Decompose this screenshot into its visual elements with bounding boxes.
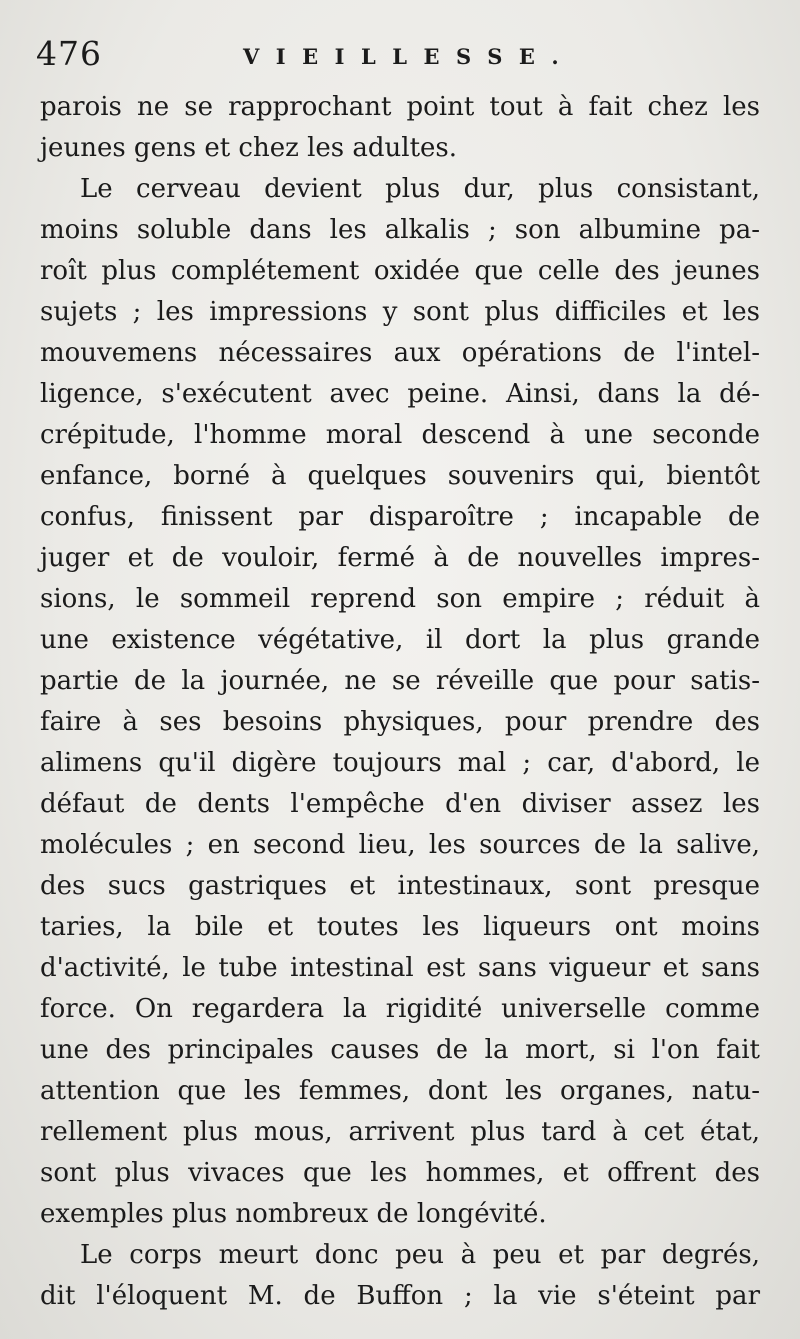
text-line: rellement plus mous, arrivent plus tard à cet état, [40,1117,760,1147]
text-line: confus, finissent par disparoître ; incapable de [40,502,760,532]
text-line: jeunes gens et chez les adultes. [40,133,458,163]
text-line: exemples plus nombreux de longévité. [40,1199,547,1229]
text-line: sions, le sommeil reprend son empire ; réduit à [40,584,760,614]
text-line: taries, la bile et toutes les liqueurs ont moins [40,912,760,942]
text-line: enfance, borné à quelques souvenirs qui, bientôt [40,461,760,491]
body-text [40,87,760,1317]
text-line: molécules ; en second lieu, les sources de la salive, [40,830,760,860]
text-line: force. On regardera la rigidité universelle comme [40,994,760,1024]
text-line: alimens qu'il digère toujours mal ; car, d'abord, le [40,748,760,778]
text-line: partie de la journée, ne se réveille que pour satis- [40,666,760,696]
text-line: défaut de dents l'empêche d'en diviser assez les [40,789,760,819]
text-line: moins soluble dans les alkalis ; son albumine pa- [40,215,760,245]
running-head: VIEILLESSE. [243,44,576,69]
text-line: crépitude, l'homme moral descend à une seconde [40,420,760,450]
text-line: une des principales causes de la mort, si l'on fait [40,1035,760,1065]
page-number: 476 [36,34,102,73]
text-line: dit l'éloquent M. de Buffon ; la vie s'éteint par [40,1281,760,1311]
text-line: d'activité, le tube intestinal est sans vigueur et sans [40,953,760,983]
text-line: roît plus complétement oxidée que celle des jeunes [40,256,760,286]
text-line: ligence, s'exécutent avec peine. Ainsi, dans la dé- [40,379,760,409]
text-line: sujets ; les impressions y sont plus difficiles et les [40,297,760,327]
text-line: faire à ses besoins physiques, pour prendre des [40,707,760,737]
text-line: Le corps meurt donc peu à peu et par degrés, [80,1240,760,1270]
text-line: juger et de vouloir, fermé à de nouvelles impres- [40,543,760,573]
text-line: des sucs gastriques et intestinaux, sont presque [40,871,760,901]
text-line: attention que les femmes, dont les organes, natu- [40,1076,760,1106]
text-line: mouvemens nécessaires aux opérations de l'intel- [40,338,760,368]
text-line: une existence végétative, il dort la plus grande [40,625,760,655]
text-line: Le cerveau devient plus dur, plus consistant, [80,174,760,204]
text-line: sont plus vivaces que les hommes, et offrent des [40,1158,760,1188]
text-line: parois ne se rapprochant point tout à fait chez les [40,92,760,122]
